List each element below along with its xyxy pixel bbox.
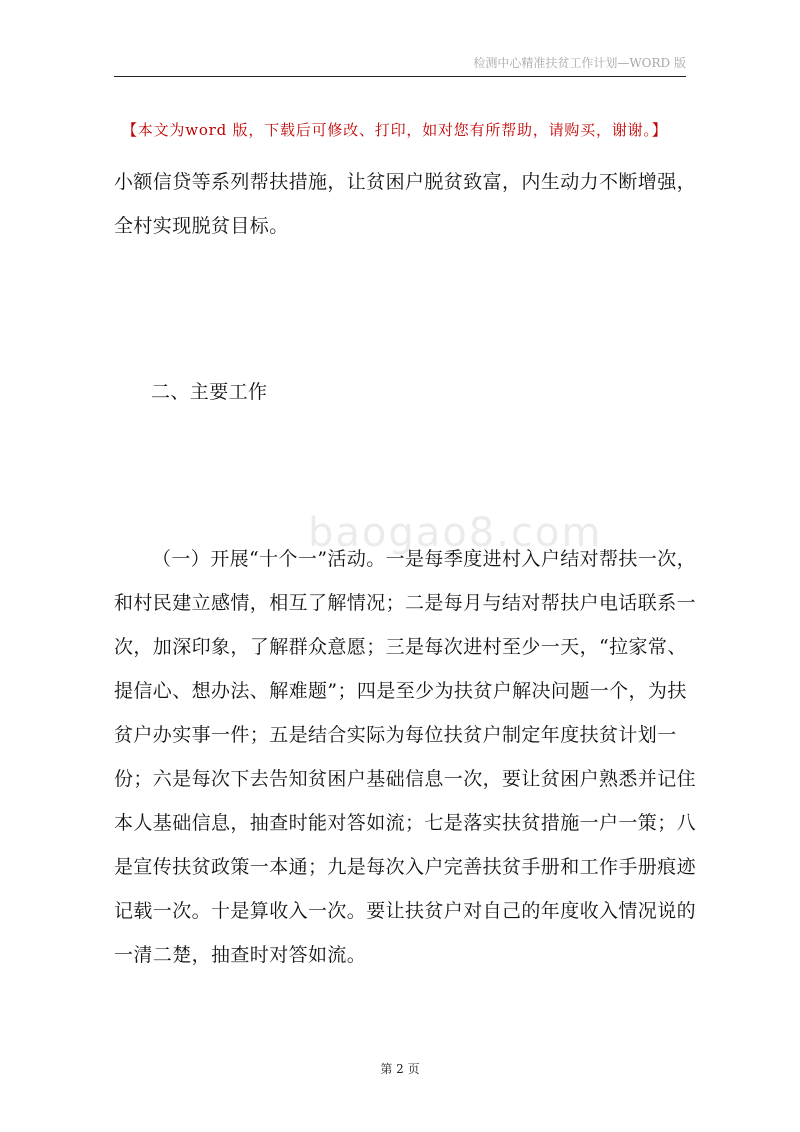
header-divider <box>114 76 686 77</box>
paragraph-line: （一）开展“十个一”活动。一是每季度进村入户结对帮扶一次， <box>152 548 697 570</box>
paragraph-line: 本人基础信息，抽查时能对答如流；七是落实扶贫措施一户一策；八 <box>114 812 697 834</box>
paragraph-line: 全村实现脱贫目标。 <box>114 215 289 237</box>
paragraph-line: 份；六是每次下去告知贫困户基础信息一次，要让贫困户熟悉并记住 <box>114 768 697 790</box>
paragraph-line: 是宣传扶贫政策一本通；九是每次入户完善扶贫手册和工作手册痕迹 <box>114 856 697 878</box>
paragraph-line: 贫户办实事一件；五是结合实际为每位扶贫户制定年度扶贫计划一 <box>114 724 677 746</box>
paragraph-line: 记载一次。十是算收入一次。要让扶贫户对自己的年度收入情况说的 <box>114 900 697 922</box>
paragraph-line: 小额信贷等系列帮扶措施，让贫困户脱贫致富，内生动力不断增强， <box>114 171 697 193</box>
paragraph-line: 次，加深印象，了解群众意愿；三是每次进村至少一天，“拉家常、 <box>114 636 687 658</box>
page-footer <box>0 1060 800 1077</box>
page-number: 第 2 页 <box>380 1062 420 1076</box>
paragraph-line: 和村民建立感情，相互了解情况；二是每月与结对帮扶户电话联系一 <box>114 592 697 614</box>
paragraph-line: 提信心、想办法、解难题”；四是至少为扶贫户解决问题一个，为扶 <box>114 680 687 702</box>
watermark-text: baogao8.com <box>308 510 603 556</box>
page-header <box>114 54 686 74</box>
section-heading: 二、主要工作 <box>151 381 268 403</box>
download-notice: 【本文为word 版，下载后可修改、打印，如对您有所帮助，请购买，谢谢。】 <box>122 121 668 139</box>
header-title: 检测中心精准扶贫工作计划—WORD 版 <box>473 56 686 70</box>
paragraph-continuation <box>114 160 697 248</box>
paragraph-main-work <box>114 537 697 977</box>
paragraph-line: 一清二楚，抽查时对答如流。 <box>114 944 367 966</box>
